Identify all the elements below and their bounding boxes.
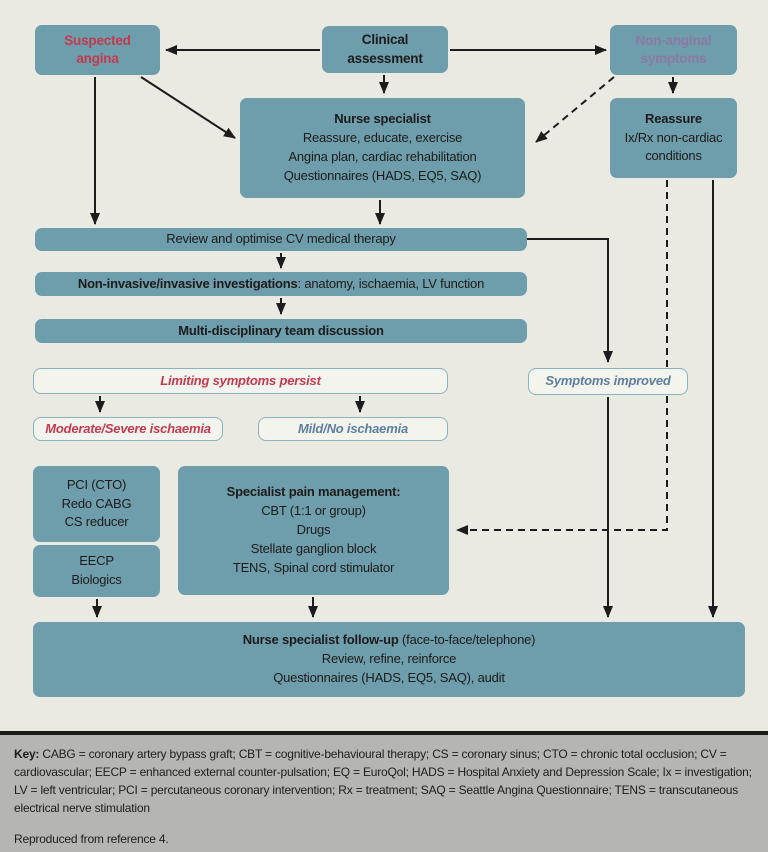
- followup-line: Review, refine, reinforce: [321, 651, 457, 667]
- moderate-severe-ischaemia-box: [33, 417, 223, 441]
- edge-nonanginal-to-nurse: [536, 77, 614, 142]
- pain-management-title: Specialist pain management:: [226, 484, 401, 500]
- edge-review-to-symptoms-improved: [527, 239, 608, 362]
- reassure-line: conditions: [645, 148, 702, 164]
- followup-bar: [33, 622, 745, 697]
- non-anginal-label-line1: Non-anginal: [635, 32, 712, 48]
- symptoms-improved-box: [528, 368, 688, 395]
- followup-title-bold: Nurse specialist follow-up: [242, 632, 399, 648]
- suspected-angina-label-line1: Suspected: [64, 32, 131, 48]
- nurse-specialist-title: Nurse specialist: [334, 111, 431, 127]
- mdt-discussion-label: Multi-disciplinary team discussion: [178, 322, 384, 338]
- nurse-specialist-line: Angina plan, cardiac rehabilitation: [288, 149, 477, 164]
- clinical-assessment-box: [322, 26, 448, 73]
- pain-management-line: CBT (1:1 or group): [261, 503, 366, 519]
- review-therapy-label: Review and optimise CV medical therapy: [166, 231, 396, 247]
- key-body: CABG = coronary artery bypass graft; CBT = cognitive-behavioural therapy; CS = coronary sinus; CTO = chronic total occlusion; CV = cardiovascular; EECP = enhanced external counter-pulsation; EQ = EuroQol; HADS = Hospital Anxiety and Depression Scale; Ix = investigation; LV = left ventricular; PCI = percutaneous coronary intervention; Rx = treatment; SAQ = Seattle Angina Questionnaire; TENS = transcutaneous electrical nerve stimulation: [14, 747, 752, 815]
- investigations-bar: [35, 272, 527, 296]
- pain-management-line: TENS, Spinal cord stimulator: [232, 559, 395, 575]
- pci-line: CS reducer: [64, 514, 129, 530]
- key-text: [14, 745, 754, 817]
- mdt-discussion-bar: [35, 319, 527, 343]
- followup-title-rest: (face-to-face/telephone): [398, 632, 536, 648]
- symptoms-improved-label: Symptoms improved: [545, 373, 671, 389]
- limiting-symptoms-label: Limiting symptoms persist: [160, 372, 321, 388]
- suspected-angina-box: [35, 25, 160, 75]
- pci-line: Redo CABG: [61, 495, 132, 511]
- key-label: Key:: [14, 747, 40, 761]
- edge-suspected-to-nurse: [141, 77, 235, 138]
- eecp-box: [33, 545, 160, 597]
- moderate-severe-ischaemia-label: Moderate/Severe ischaemia: [45, 420, 211, 436]
- source-note: Reproduced from reference 4.: [14, 832, 169, 846]
- pain-management-box: [178, 466, 449, 595]
- reassure-line: Ix/Rx non-cardiac: [624, 129, 723, 145]
- pci-box: [33, 466, 160, 542]
- clinical-assessment-label-line2: assessment: [347, 50, 423, 66]
- pain-management-line: Stellate ganglion block: [250, 540, 377, 556]
- mild-no-ischaemia-box: [258, 417, 448, 441]
- pci-line: PCI (CTO): [66, 476, 127, 492]
- nurse-specialist-box: [240, 98, 525, 198]
- followup-line: Questionnaires (HADS, EQ5, SAQ), audit: [273, 669, 505, 685]
- investigations-label-rest: : anatomy, ischaemia, LV function: [297, 275, 485, 291]
- suspected-angina-label-line2: angina: [76, 51, 119, 66]
- reassure-title: Reassure: [645, 110, 702, 126]
- pain-management-line: Drugs: [296, 522, 331, 538]
- reassure-box: [610, 98, 737, 178]
- clinical-assessment-label-line1: Clinical: [361, 32, 409, 48]
- non-anginal-label-line2: symptoms: [640, 51, 707, 66]
- eecp-line: EECP: [79, 553, 114, 569]
- investigations-label-bold: Non-invasive/invasive investigations: [77, 275, 298, 291]
- non-anginal-symptoms-box: [610, 25, 737, 75]
- review-therapy-bar: [35, 228, 527, 251]
- eecp-line: Biologics: [71, 572, 122, 587]
- key-section: [0, 731, 768, 852]
- nurse-specialist-line: Reassure, educate, exercise: [302, 130, 463, 146]
- mild-no-ischaemia-label: Mild/No ischaemia: [297, 420, 409, 436]
- limiting-symptoms-box: [33, 368, 448, 394]
- nurse-specialist-line: Questionnaires (HADS, EQ5, SAQ): [283, 167, 482, 183]
